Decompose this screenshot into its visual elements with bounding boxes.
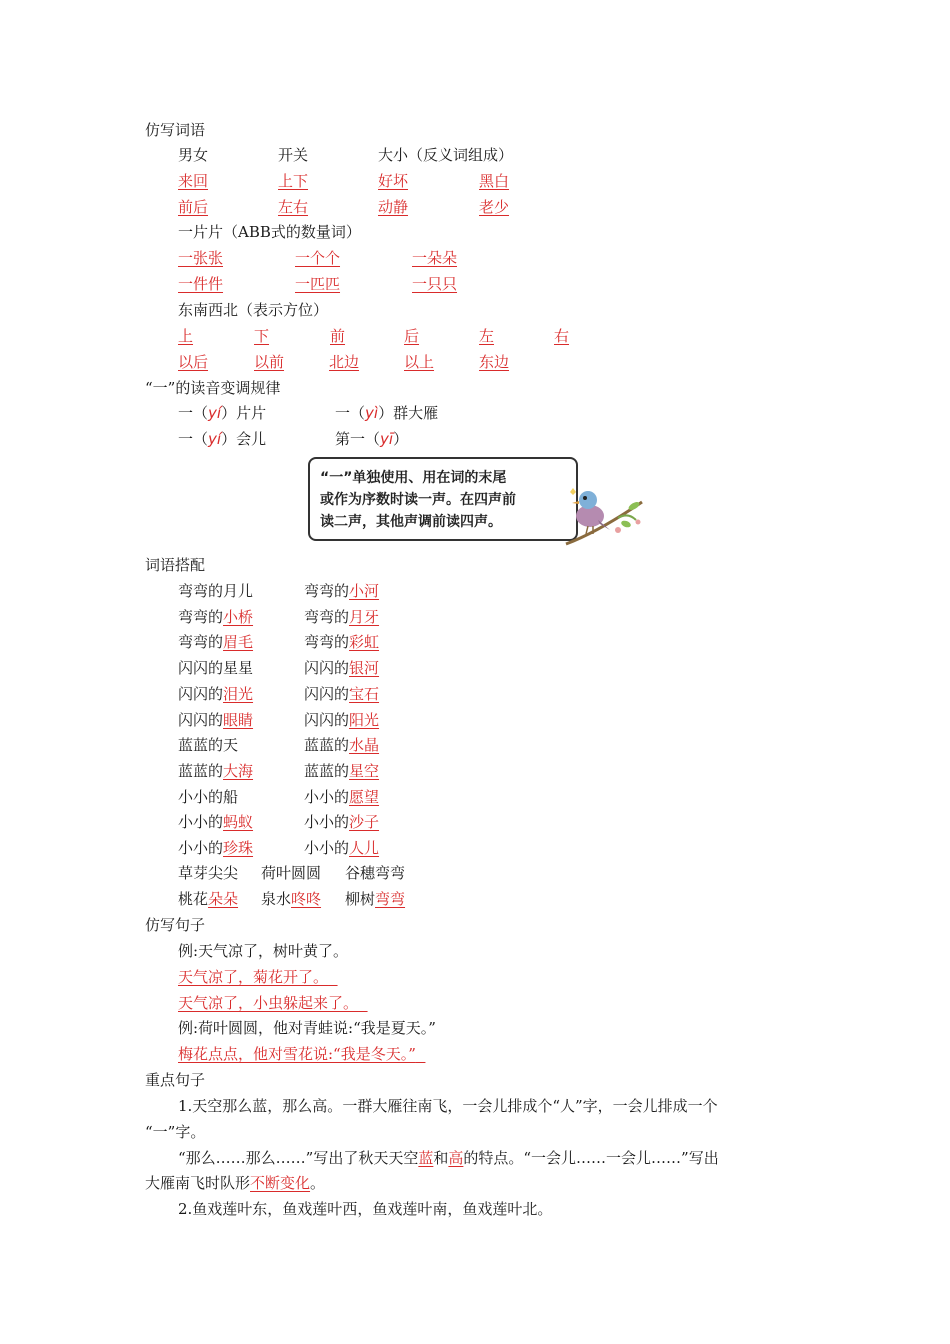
answer-word: 北边 <box>329 353 360 371</box>
tone-item <box>335 403 438 423</box>
word: 大小（反义词组成） <box>378 146 514 164</box>
collocation-answer: 人儿 <box>349 839 380 857</box>
answer-word: 动静 <box>378 198 409 216</box>
collocation-phrase: 小小的珍珠 <box>178 839 254 857</box>
collocation-answer: 泪光 <box>223 684 254 703</box>
collocation-phrase: 小小的人儿 <box>304 839 380 857</box>
collocation-phrase: 小小的蚂蚁 <box>178 813 254 832</box>
explanation-line-2: 大雁南飞时队形不断变化。 <box>145 1174 326 1192</box>
tone-prefix: 一（ <box>178 430 209 448</box>
collocation-answer: 眼睛 <box>223 710 254 729</box>
note-line: 或作为序数时读一声。在四声前 <box>320 492 516 508</box>
tone-item <box>178 403 266 423</box>
answer-word: 前后 <box>178 198 209 216</box>
collocation-phrase: 闪闪的阳光 <box>304 710 380 729</box>
word: 男女 <box>178 146 209 164</box>
answer-word: 左右 <box>278 198 309 216</box>
tone-suffix: ）片片 <box>221 404 267 422</box>
collocation-phrase: 弯弯的月儿 <box>178 582 254 600</box>
phrase: 桃花朵朵 <box>178 890 239 908</box>
section-title-yi-tone: “一”的读音变调规律 <box>145 379 281 397</box>
phrase: 谷穗弯弯 <box>345 864 406 882</box>
note-line: 读二声，其他声调前读四声。 <box>320 514 502 530</box>
answer-sentence: 天气凉了，小虫躲起来了。 <box>178 994 359 1012</box>
collocation-phrase: 弯弯的月牙 <box>304 607 380 626</box>
tone-suffix: ） <box>393 430 409 448</box>
example-sentence: 例:天气凉了，树叶黄了。 <box>178 942 349 960</box>
collocation-phrase: 闪闪的星星 <box>178 659 254 678</box>
answer-word: 老少 <box>479 198 510 216</box>
answer-word: 上 <box>178 327 194 345</box>
answer-sentence: 梅花点点，他对雪花说:“我是冬天。” <box>178 1045 416 1063</box>
tone-prefix: 一（ <box>335 404 366 422</box>
answer-word: 东边 <box>479 353 510 371</box>
answer-word: 一件件 <box>178 275 224 293</box>
answer-word: 左 <box>479 327 495 345</box>
answer-word: 好坏 <box>378 172 409 190</box>
collocation-phrase: 闪闪的银河 <box>304 659 380 678</box>
tone-prefix: 一（ <box>178 404 209 422</box>
phrase: 泉水咚咚 <box>261 890 322 908</box>
answer-word: 一朵朵 <box>412 249 458 267</box>
abb-label: 一片片（ABB式的数量词） <box>178 223 361 241</box>
collocation-answer: 大海 <box>223 761 254 780</box>
collocation-phrase: 小小的船 <box>178 787 239 806</box>
word: 开关 <box>278 146 309 164</box>
collocation-phrase: 蓝蓝的大海 <box>178 761 254 780</box>
collocation-phrase: 弯弯的彩虹 <box>304 633 380 652</box>
collocation-phrase: 弯弯的眉毛 <box>178 633 254 652</box>
tone-prefix: 第一（ <box>335 430 381 448</box>
answer-sentence: 天气凉了，菊花开了。 <box>178 968 329 986</box>
section-title-imitate-words: 仿写词语 <box>145 121 206 139</box>
collocation-phrase: 蓝蓝的天 <box>178 736 239 755</box>
collocation-answer: 沙子 <box>349 813 380 832</box>
key-sentence-1-cont: “一”字。 <box>145 1123 206 1141</box>
phrase: 荷叶圆圆 <box>261 864 322 882</box>
collocation-answer: 星空 <box>349 761 380 780</box>
note-line: “一”单独使用、用在词的末尾 <box>320 470 507 486</box>
answer-word: 一匹匹 <box>295 275 341 293</box>
tone-rule-note-box <box>308 457 578 541</box>
collocation-answer: 珍珠 <box>223 839 254 857</box>
answer-word: 一个个 <box>295 249 341 267</box>
direction-label: 东南西北（表示方位） <box>178 301 329 319</box>
answer-word: 黑白 <box>479 172 510 190</box>
section-title-imitate-sentences: 仿写句子 <box>145 916 206 934</box>
tone-suffix: ）会儿 <box>221 430 267 448</box>
key-sentence-1: 1.天空那么蓝，那么高。一群大雁往南飞，一会儿排成个“人”字，一会儿排成一个 <box>178 1097 718 1115</box>
collocation-answer: 彩虹 <box>349 633 380 652</box>
collocation-phrase: 闪闪的眼睛 <box>178 710 254 729</box>
answer-word: 以前 <box>254 353 285 371</box>
answer-word: 一只只 <box>412 275 458 293</box>
collocation-phrase: 闪闪的泪光 <box>178 684 254 703</box>
collocation-answer: 阳光 <box>349 710 380 729</box>
collocation-answer: 眉毛 <box>223 633 254 652</box>
tone-suffix: ）群大雁 <box>378 404 439 422</box>
key-sentence-2: 2.鱼戏莲叶东，鱼戏莲叶西，鱼戏莲叶南，鱼戏莲叶北。 <box>178 1200 553 1218</box>
bird-on-branch-icon <box>558 482 648 552</box>
answer-word: 一张张 <box>178 249 224 267</box>
answer-word: 以上 <box>404 353 435 371</box>
collocation-answer: 月牙 <box>349 607 380 626</box>
answer-word: 来回 <box>178 172 209 190</box>
answer-word: 右 <box>554 327 570 345</box>
collocation-answer: 水晶 <box>349 736 380 755</box>
collocation-phrase: 蓝蓝的水晶 <box>304 736 380 755</box>
section-title-word-collocation: 词语搭配 <box>145 556 206 574</box>
tone-item <box>178 429 266 449</box>
pinyin-answer: yī <box>380 430 394 448</box>
tone-item <box>335 429 408 449</box>
pinyin-answer: yì <box>365 404 379 422</box>
answer-word: 以后 <box>178 353 209 371</box>
section-title-key-sentences: 重点句子 <box>145 1071 206 1089</box>
collocation-phrase: 小小的沙子 <box>304 813 380 832</box>
phrase: 柳树弯弯 <box>345 890 406 908</box>
answer-word: 上下 <box>278 172 309 190</box>
pinyin-answer: yí <box>208 404 222 422</box>
example-sentence: 例:荷叶圆圆，他对青蛙说:“我是夏天。” <box>178 1019 436 1037</box>
collocation-phrase: 小小的愿望 <box>304 787 380 806</box>
collocation-answer: 宝石 <box>349 684 380 703</box>
answer-word: 后 <box>404 327 420 345</box>
collocation-answer: 蚂蚁 <box>223 813 254 832</box>
collocation-phrase: 闪闪的宝石 <box>304 684 380 703</box>
collocation-phrase: 弯弯的小河 <box>304 582 380 600</box>
collocation-answer: 小河 <box>349 582 380 600</box>
collocation-answer: 愿望 <box>349 787 380 806</box>
explanation-line-1: “那么……那么……”写出了秋天天空蓝和高的特点。“一会儿……一会儿……”写出 <box>178 1149 719 1167</box>
collocation-phrase: 弯弯的小桥 <box>178 607 254 626</box>
phrase: 草芽尖尖 <box>178 864 239 882</box>
collocation-answer: 小桥 <box>223 607 254 626</box>
collocation-phrase: 蓝蓝的星空 <box>304 761 380 780</box>
answer-word: 前 <box>330 327 346 345</box>
pinyin-answer: yí <box>208 430 222 448</box>
collocation-answer: 银河 <box>349 659 380 678</box>
answer-word: 下 <box>254 327 270 345</box>
